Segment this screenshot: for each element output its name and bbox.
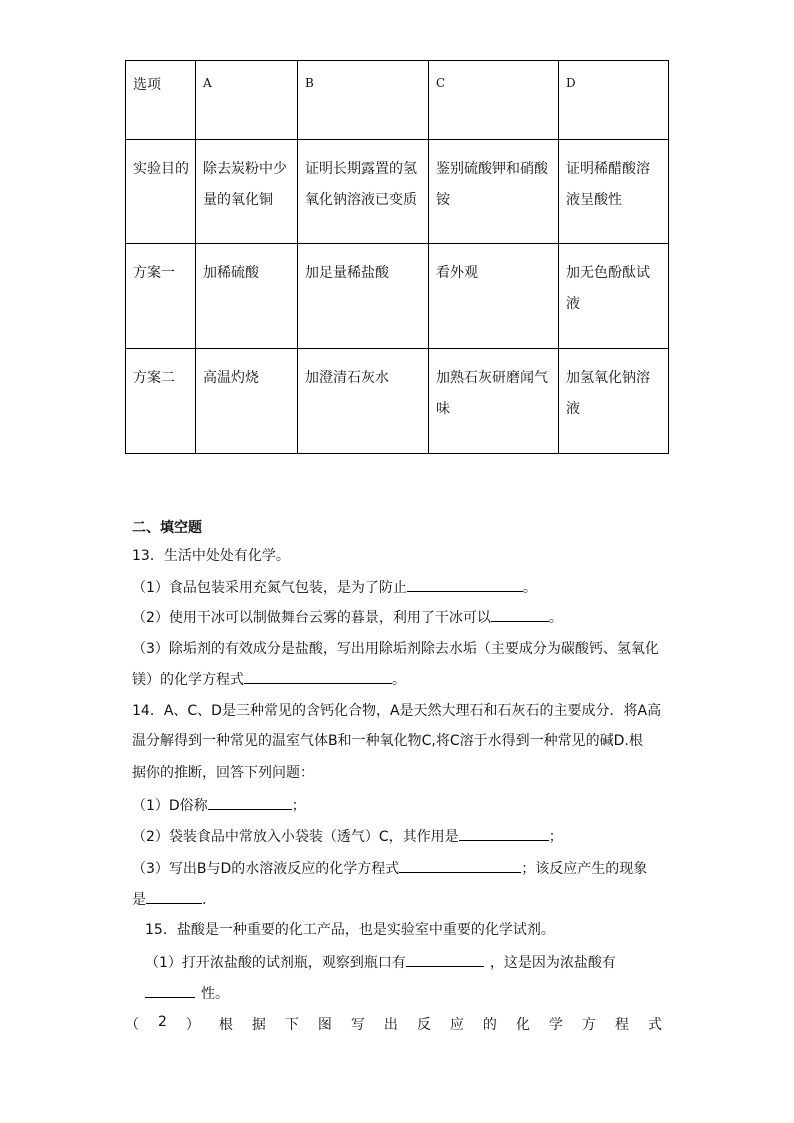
- q14-part2: [132, 826, 563, 847]
- q15-part1-line2: [145, 983, 229, 1004]
- table-cell: B: [298, 61, 429, 140]
- q15-part1-text-mid: ，这是因为浓盐酸有: [489, 955, 616, 971]
- table-row: [126, 244, 669, 349]
- char: 图: [317, 1017, 332, 1033]
- q15-part1-text: （1）打开浓盐酸的试剂瓶，观察到瓶口有: [145, 955, 406, 971]
- answer-blank[interactable]: [406, 952, 484, 967]
- q14-line3: 据你的推断，回答下列问题：: [132, 765, 314, 781]
- punctuation: 。: [392, 672, 406, 688]
- answer-blank[interactable]: [407, 577, 523, 592]
- table-cell: 鉴别硫酸钾和硝酸铵: [429, 140, 559, 244]
- q14-line1: 14．A、C、D是三种常见的含钙化合物，A是天然大理石和石灰石的主要成分．将A高: [132, 703, 662, 719]
- answer-blank[interactable]: [145, 983, 195, 998]
- table-cell: 加澄清石灰水: [298, 349, 429, 454]
- table-cell: 方案一: [126, 244, 196, 349]
- experiment-options-table: [125, 60, 669, 454]
- char: 学: [548, 1017, 563, 1033]
- q14-line2: 温分解得到一种常见的温室气体B和一种氧化物C,将C溶于水得到一种常见的碱D.根: [132, 733, 643, 749]
- char: ）: [185, 1017, 200, 1033]
- table-header-row: [126, 61, 669, 140]
- char: 根: [218, 1017, 233, 1033]
- char: 反: [416, 1017, 431, 1033]
- char: 据: [251, 1017, 266, 1033]
- table-cell: 加足量稀盐酸: [298, 244, 429, 349]
- q14-part3-line2: [132, 889, 206, 910]
- char: 程: [614, 1017, 629, 1033]
- q13-part3-line1: （3）除垢剂的有效成分是盐酸，写出用除垢剂除去水垢（主要成分为碳酸钙、氢氧化: [132, 641, 659, 657]
- table-cell: 实验目的: [126, 140, 196, 244]
- q15-part2: [125, 1014, 662, 1034]
- q15-stem: 15．盐酸是一种重要的化工产品，也是实验室中重要的化学试剂。: [145, 922, 555, 938]
- punctuation: 性。: [201, 986, 229, 1002]
- table-cell: 方案二: [126, 349, 196, 454]
- q15-part1: [145, 952, 616, 973]
- table-cell: C: [429, 61, 559, 140]
- punctuation: 。: [522, 580, 537, 596]
- punctuation: ；: [291, 798, 306, 814]
- char: 化: [515, 1017, 530, 1033]
- table-cell: 选项: [126, 61, 196, 140]
- punctuation: .: [202, 892, 207, 908]
- q13-part3-line2: [132, 669, 406, 690]
- answer-blank[interactable]: [491, 607, 549, 622]
- char: 2: [158, 1014, 167, 1030]
- table-cell: 除去炭粉中少量的氧化铜: [196, 140, 298, 244]
- q13-part1-text: （1）食品包装采用充氮气包装，是为了防止: [132, 580, 407, 596]
- char: 式: [647, 1017, 662, 1033]
- q14-part3: [132, 858, 647, 879]
- table-cell: 加稀硫酸: [196, 244, 298, 349]
- q13-part1: [132, 577, 537, 598]
- q13-part2: [132, 607, 563, 628]
- q14-part3-text-b: 是: [132, 892, 146, 908]
- table-cell: 加熟石灰研磨闻气味: [429, 349, 559, 454]
- q14-part3-text: （3）写出B与D的水溶液反应的化学方程式: [132, 861, 400, 877]
- answer-blank[interactable]: [208, 795, 292, 810]
- q13-part3-text: 镁）的化学方程式: [132, 672, 244, 688]
- char: 写: [350, 1017, 365, 1033]
- char: 应: [449, 1017, 464, 1033]
- table-cell: 证明稀醋酸溶液呈酸性: [559, 140, 669, 244]
- table-cell: 证明长期露置的氢氧化钠溶液已变质: [298, 140, 429, 244]
- table-cell: A: [196, 61, 298, 140]
- punctuation: ；: [548, 829, 563, 845]
- char: 出: [383, 1017, 398, 1033]
- table-cell: 加无色酚酞试液: [559, 244, 669, 349]
- char: 的: [482, 1017, 497, 1033]
- char: （: [125, 1017, 139, 1033]
- answer-blank[interactable]: [146, 889, 202, 904]
- answer-blank[interactable]: [399, 858, 521, 873]
- q14-part2-text: （2）袋装食品中常放入小袋装（透气）C，其作用是: [132, 829, 459, 845]
- q14-part1: [132, 795, 306, 816]
- section-title: 二、填空题: [132, 520, 202, 536]
- table-cell: 看外观: [429, 244, 559, 349]
- q14-part3-text-mid: ；该反应产生的现象: [521, 861, 648, 877]
- answer-blank[interactable]: [244, 669, 392, 684]
- table-row: [126, 140, 669, 244]
- q14-part1-text: （1）D俗称: [132, 798, 208, 814]
- table-row: [126, 349, 669, 454]
- q13-part2-text: （2）使用干冰可以制做舞台云雾的暮景，利用了干冰可以: [132, 610, 491, 626]
- char: 下: [284, 1017, 299, 1033]
- table-cell: D: [559, 61, 669, 140]
- q13-stem: 13．生活中处处有化学。: [132, 548, 290, 564]
- punctuation: 。: [548, 610, 563, 626]
- char: 方: [581, 1017, 596, 1033]
- answer-blank[interactable]: [459, 826, 549, 841]
- table-cell: 高温灼烧: [196, 349, 298, 454]
- table-cell: 加氢氧化钠溶液: [559, 349, 669, 454]
